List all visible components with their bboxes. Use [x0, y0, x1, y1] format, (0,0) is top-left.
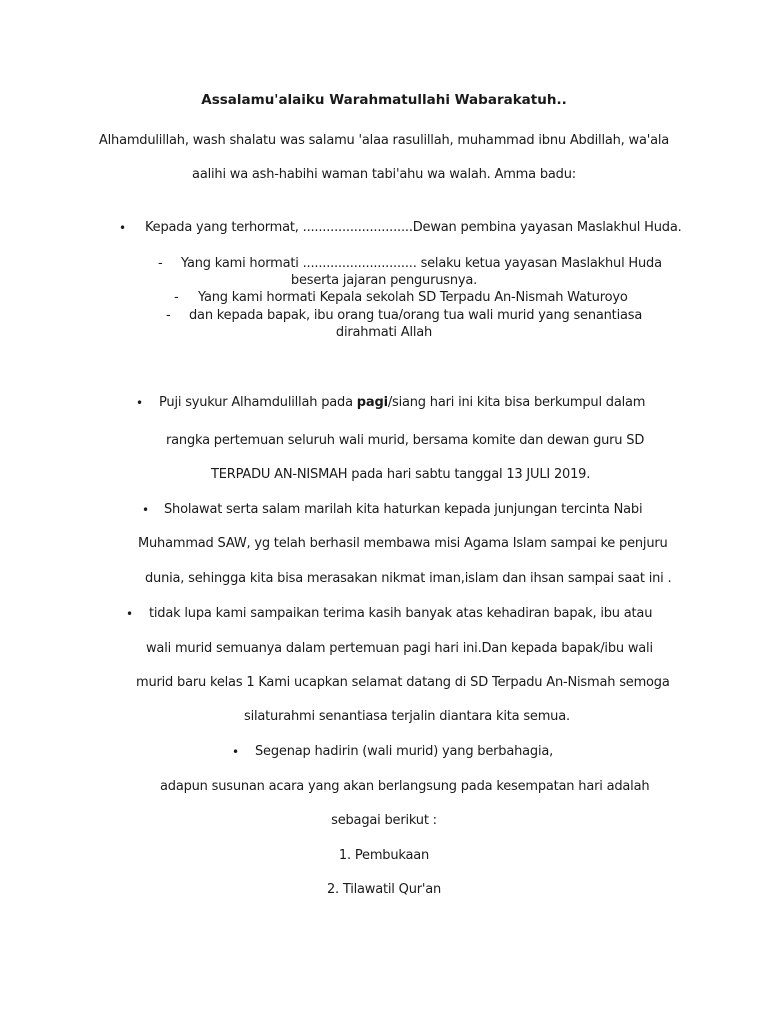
salutation-sub-2: Yang kami hormati Kepala sekolah SD Terpadu An-Nismah Waturoyo: [198, 290, 628, 305]
bullet-icon: •: [232, 745, 240, 759]
bullet-icon: •: [136, 396, 144, 410]
paragraph-4-line-2: adapun susunan acara yang akan berlangsung pada kesempatan hari adalah: [160, 779, 650, 794]
salutation-sub-1-line-2: beserta jajaran pengurusnya.: [290, 273, 478, 288]
agenda-item-2: 2. Tilawatil Qur'an: [326, 882, 442, 897]
paragraph-2-line-2: Muhammad SAW, yg telah berhasil membawa misi Agama Islam sampai ke penjuru: [138, 536, 668, 551]
paragraph-3-line-1: tidak lupa kami sampaikan terima kasih banyak atas kehadiran bapak, ibu atau: [149, 606, 653, 621]
dash-icon: -: [174, 290, 179, 305]
paragraph-1-line-3: TERPADU AN-NISMAH pada hari sabtu tanggal 13 JULI 2019.: [211, 467, 591, 482]
paragraph-3-line-4: silaturahmi senantiasa terjalin diantara kita semua.: [244, 709, 570, 724]
paragraph-2-line-1: Sholawat serta salam marilah kita haturkan kepada junjungan tercinta Nabi: [164, 502, 643, 517]
bold-word: pagi: [356, 395, 388, 410]
bullet-icon: •: [126, 607, 134, 621]
bullet-icon: •: [119, 221, 127, 235]
paragraph-1-line-1: Puji syukur Alhamdulillah pada pagi/siang hari ini kita bisa berkumpul dalam: [159, 395, 646, 410]
salutation-sub-1-line-1: Yang kami hormati ............................. selaku ketua yayasan Maslakhul Huda: [181, 256, 662, 271]
document-title: Assalamu'alaiku Warahmatullahi Wabarakatuh..: [201, 92, 567, 108]
paragraph-3-line-3: murid baru kelas 1 Kami ucapkan selamat datang di SD Terpadu An-Nismah semoga: [136, 675, 670, 690]
opening-line-2: aalihi wa ash-habihi waman tabi'ahu wa walah. Amma badu:: [192, 167, 576, 182]
paragraph-1-line-2: rangka pertemuan seluruh wali murid, bersama komite dan dewan guru SD: [166, 433, 645, 448]
bullet-icon: •: [142, 503, 150, 517]
paragraph-4-line-3: sebagai berikut :: [331, 813, 437, 828]
salutation-sub-3-line-2: dirahmati Allah: [335, 325, 433, 340]
salutation-main: Kepada yang terhormat, ............................Dewan pembina yayasan Maslakhul Huda.: [145, 220, 682, 235]
dash-icon: -: [158, 256, 163, 271]
dash-icon: -: [166, 308, 171, 323]
agenda-item-1: 1. Pembukaan: [338, 848, 430, 863]
paragraph-2-line-3: dunia, sehingga kita bisa merasakan nikmat iman,islam dan ihsan sampai saat ini .: [145, 571, 672, 586]
paragraph-4-line-1: Segenap hadirin (wali murid) yang berbahagia,: [255, 744, 554, 759]
salutation-sub-3-line-1: dan kepada bapak, ibu orang tua/orang tua wali murid yang senantiasa: [189, 308, 643, 323]
paragraph-3-line-2: wali murid semuanya dalam pertemuan pagi hari ini.Dan kepada bapak/ibu wali: [146, 641, 653, 656]
opening-line-1: Alhamdulillah, wash shalatu was salamu 'alaa rasulillah, muhammad ibnu Abdillah, wa'ala: [98, 133, 670, 148]
